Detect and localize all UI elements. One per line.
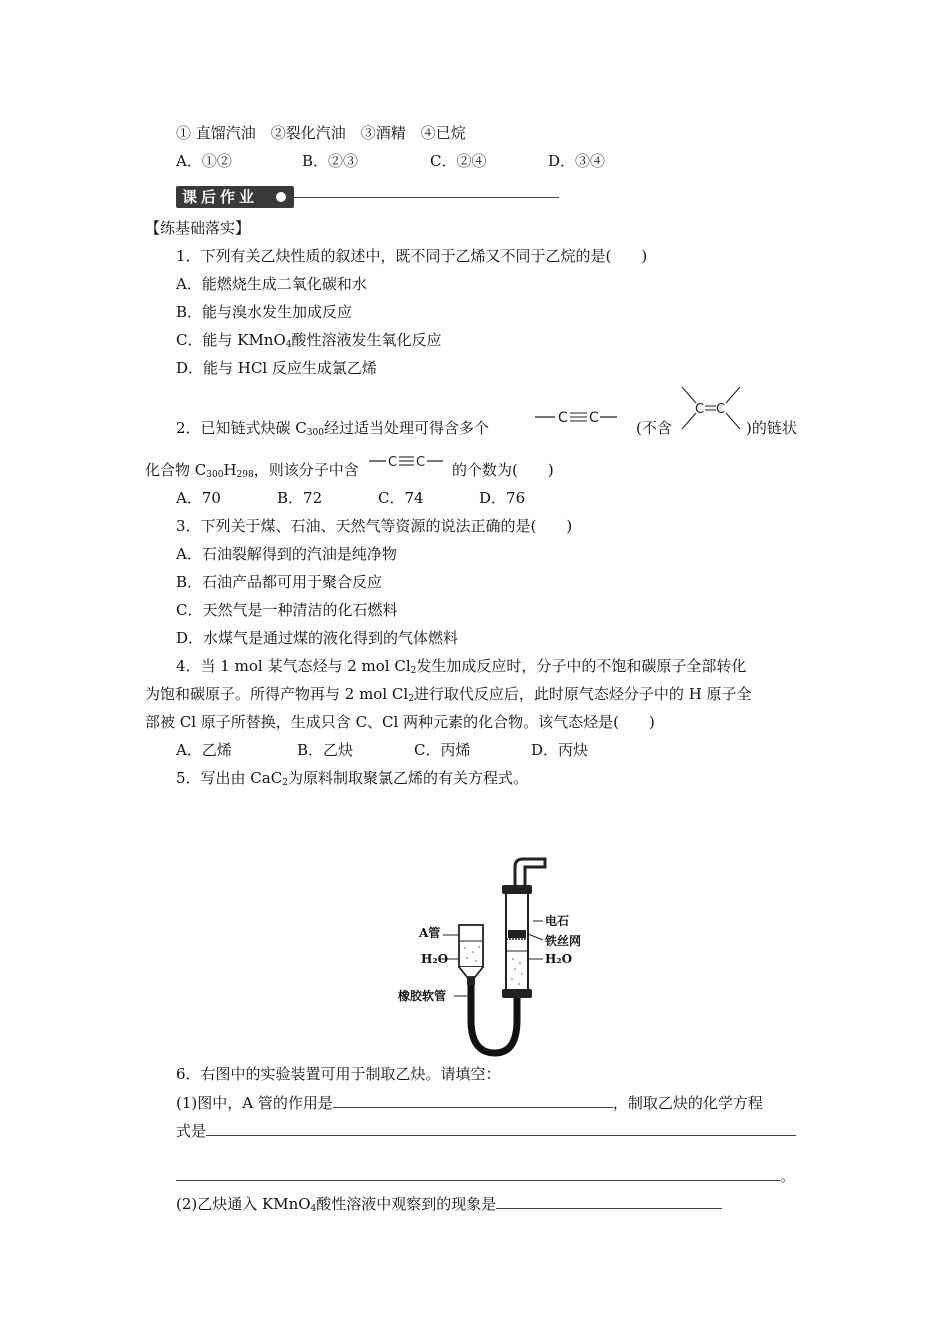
double-bond-structure: [680, 385, 742, 435]
section-title: 课后作业: [182, 188, 259, 206]
homework-section-header: [176, 186, 561, 208]
prev-option-b: B．②③: [302, 152, 359, 170]
svg-text:C: C: [589, 410, 599, 426]
q6-part1-line2: 式是: [176, 1120, 796, 1141]
answer-blank-phenomenon[interactable]: [496, 1193, 722, 1209]
q4-line3: 部被 Cl 原子所替换，生成只含 C、Cl 两种元素的化合物。该气态烃是( ): [145, 713, 655, 731]
label-h2o-left: H₂O: [421, 952, 449, 966]
q2-line2-d: 的个数为( ): [452, 461, 554, 479]
q4-option-d: D．丙炔: [531, 741, 589, 759]
q2-line2-a: 化合物 $C_{300}H_{298}$，则该分子中含: [145, 461, 359, 480]
q6-stem: 6．右图中的实验装置可用于制取乙炔。请填空：: [176, 1065, 501, 1083]
q2-option-d: D．76: [479, 489, 526, 507]
q2-option-b: B．72: [277, 489, 323, 507]
q6-part1-line1: (1)图中，A 管的作用是 ，制取乙炔的化学方程: [176, 1094, 763, 1112]
svg-text:C: C: [416, 455, 426, 470]
q6-part1-line3: 。: [176, 1165, 795, 1186]
q4-option-c: C．丙烯: [414, 741, 471, 759]
answer-blank-equation[interactable]: [206, 1120, 796, 1136]
label-calcium-carbide: 电石: [545, 914, 570, 928]
q2-line1-c: (不含: [636, 419, 672, 437]
q1-option-d: D．能与 HCl 反应生成氯乙烯: [176, 359, 377, 377]
q5-stem: 5．写出由 CaC$_2$为原料制取聚氯乙烯的有关方程式。: [176, 769, 528, 788]
label-h2o-right: H₂O: [545, 952, 573, 966]
q2-option-a: A．70: [176, 489, 221, 507]
prev-option-a: A．①②: [176, 152, 232, 170]
q3-option-a: A．石油裂解得到的汽油是纯净物: [176, 545, 397, 563]
svg-text:C: C: [388, 455, 398, 470]
triple-bond-structure: [533, 404, 618, 430]
q1-option-b: B．能与溴水发生加成反应: [176, 303, 353, 321]
q3-option-d: D．水煤气是通过煤的液化得到的气体燃料: [176, 629, 459, 647]
q4-option-a: A．乙烯: [176, 741, 232, 759]
q1-option-a: A．能燃烧生成二氧化碳和水: [176, 275, 367, 293]
q3-option-c: C．天然气是一种清洁的化石燃料: [176, 601, 398, 619]
triple-bond-structure-2: [367, 449, 445, 473]
q2-line1-d: )的链状: [746, 419, 797, 437]
svg-text:C: C: [695, 402, 705, 417]
q6-part2: (2)乙炔通入 KMnO$_4$酸性溶液中观察到的现象是: [176, 1193, 722, 1219]
q4-option-b: B．乙炔: [297, 741, 354, 759]
svg-text:C: C: [716, 402, 726, 417]
prev-option-d: D．③④: [548, 152, 606, 170]
q1-option-c: C．能与 KMnO$_4$酸性溶液发生氧化反应: [176, 331, 442, 350]
answer-blank-a-tube-role[interactable]: [333, 1092, 613, 1108]
q3-stem: 3．下列关于煤、石油、天然气等资源的说法正确的是( ): [176, 517, 573, 535]
answer-blank-equation-cont[interactable]: [176, 1165, 780, 1181]
label-iron-mesh: 铁丝网: [545, 934, 582, 948]
svg-text:C: C: [558, 410, 568, 426]
prev-option-c: C．②④: [430, 152, 487, 170]
label-a-tube: A管: [419, 926, 441, 940]
label-hose: 橡胶软管: [398, 989, 447, 1003]
q4-line1: 4．当 1 mol 某气态烃与 2 mol $Cl_2$发生加成反应时，分子中的不饱和碳原子全部转化: [176, 657, 747, 676]
header-rule: [294, 197, 559, 198]
q1-stem: 1．下列有关乙炔性质的叙述中，既不同于乙烯又不同于乙烷的是( ): [176, 247, 648, 265]
q4-line2: 为饱和碳原子。所得产物再与 2 mol $Cl_2$进行取代反应后，此时原气态烃分子中的 H 原子全: [145, 685, 752, 704]
section-subtitle: 【练基础落实】: [145, 219, 251, 237]
bullet-icon: [276, 192, 286, 202]
q2-line1-a: 2．已知链式炔碳 $C_{300}$经过适当处理可得含多个: [176, 419, 489, 438]
q2-option-c: C．74: [378, 489, 424, 507]
prev-question-items: ① 直馏汽油 ②裂化汽油 ③酒精 ④已烷: [176, 124, 466, 142]
q3-option-b: B．石油产品都可用于聚合反应: [176, 573, 383, 591]
